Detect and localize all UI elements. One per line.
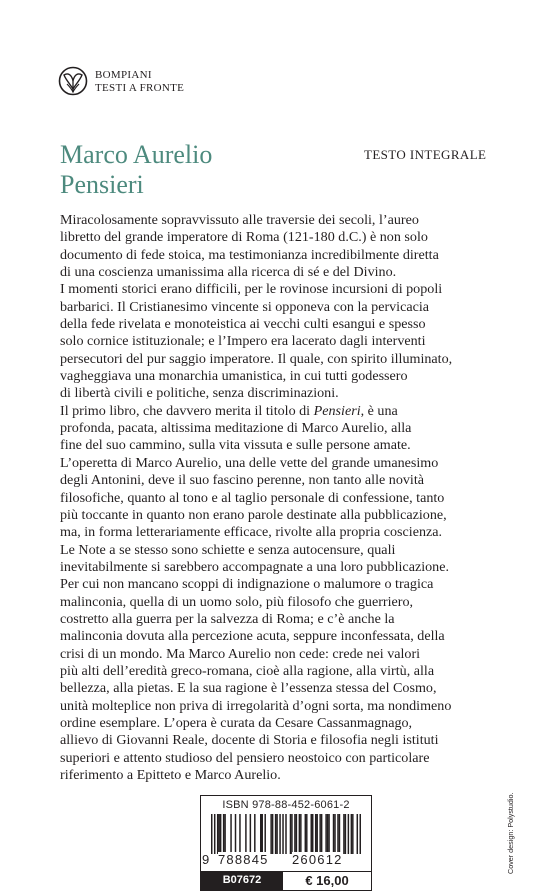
blurb-line xyxy=(60,611,532,628)
barcode-bar xyxy=(239,814,240,854)
blurb-line xyxy=(60,524,532,541)
blurb-line xyxy=(60,437,532,454)
barcode-bar xyxy=(264,814,265,854)
blurb-line xyxy=(60,351,532,368)
barcode-bar xyxy=(311,814,312,854)
blurb-line xyxy=(60,732,532,749)
blurb-run: libretto del grande imperatore di Roma (121-180 d.C.) è non solo xyxy=(60,229,428,246)
barcode-bar xyxy=(214,814,215,854)
barcode-bar xyxy=(276,814,277,854)
barcode-bar xyxy=(235,814,236,854)
blurb-line xyxy=(60,507,532,524)
barcode-bar xyxy=(270,814,271,854)
book-title: Pensieri xyxy=(60,170,144,199)
blurb-run: costretto alla guerra per la salvezza di Roma; e c’è anche la xyxy=(60,610,395,627)
ean-digit-first: 9 xyxy=(202,852,211,867)
blurb-line xyxy=(60,663,532,680)
barcode-bar xyxy=(357,814,358,854)
blurb-line xyxy=(60,299,532,316)
ean-digits-left: 788845 xyxy=(218,852,269,867)
blurb-line xyxy=(60,247,532,264)
barcode-bar xyxy=(223,814,224,854)
barcode-bar xyxy=(328,814,329,854)
barcode-bar xyxy=(348,814,349,854)
blurb-run: di una coscienza umanissima alla ricerca di sé e del Divino. xyxy=(60,264,397,281)
barcode-bar xyxy=(352,814,353,854)
blurb-run: , è una xyxy=(360,402,398,419)
barcode-bar xyxy=(279,814,280,854)
cover-design-credit: Cover design: Polystudio. xyxy=(506,792,515,874)
barcode-bar xyxy=(321,814,322,854)
barcode-bar xyxy=(275,814,276,854)
barcode-bar xyxy=(224,814,225,854)
barcode-bar xyxy=(290,814,291,854)
blurb-run: bellezza, alla pietas. E la sua ragione è l’essenza stessa del Cosmo, xyxy=(60,680,437,697)
barcode-bar xyxy=(260,814,261,854)
blurb-run: riferimento a Epitteto e Marco Aurelio. xyxy=(60,767,281,783)
book-author: Marco Aurelio xyxy=(60,140,213,169)
blurb-run: ma, in forma letterariamente efficace, rivolte alla propria coscienza. xyxy=(60,524,443,541)
blurb-line xyxy=(60,316,532,333)
barcode-bar xyxy=(296,814,297,854)
blurb-run: più toccante in quanto non erano parole destinate alla pubblicazione, xyxy=(60,506,447,523)
blurb-line xyxy=(60,264,532,281)
blurb-run: solo cornice istituzionale; e l’Impero era lacerato dagli interventi xyxy=(60,333,426,350)
blurb-run: vagheggiava una monarchia umanistica, in cui tutti godessero xyxy=(60,368,408,385)
blurb-run: degli Antonini, deve il suo fascino perenne, non tanto alle novità xyxy=(60,472,425,489)
barcode-bar xyxy=(306,814,307,854)
blurb-line xyxy=(60,403,532,420)
blurb-line xyxy=(60,212,532,229)
blurb-run: allievo di Giovanni Reale, docente di Storia e filosofia negli istituti xyxy=(60,732,439,749)
ean-digits xyxy=(202,852,370,868)
blurb-run: unità molteplice non priva di irregolarità d’ogni sorta, ma nondimeno xyxy=(60,697,452,714)
price: € 16,00 xyxy=(305,873,349,888)
blurb-line xyxy=(60,594,532,611)
blurb-line xyxy=(60,542,532,559)
barcode-bar xyxy=(327,814,328,854)
blurb-run: Per cui non mancano scoppi di indignazione o malumore o tragica xyxy=(60,576,434,593)
barcode-bar xyxy=(218,814,219,854)
barcode-bar xyxy=(291,814,292,854)
barcode-bar xyxy=(250,814,251,854)
blurb-line xyxy=(60,698,532,715)
barcode-bar xyxy=(312,814,313,854)
blurb-run: malinconia dovuta alla percezione acuta, seppure inconfessata, della xyxy=(60,628,445,645)
blurb-run: superiori e attento studioso del pensiero neostoico con particolare xyxy=(60,749,430,766)
blurb-run: barbarici. Il Cristianesimo vincente si opponeva con la pervicacia xyxy=(60,298,430,315)
blurb-run: profonda, pacata, altissima meditazione di Marco Aurelio, alla xyxy=(60,420,412,437)
barcode-bar xyxy=(343,814,344,854)
blurb-run: inevitabilmente si sarebbero accompagnate a una loro pubblicazione. xyxy=(60,558,449,575)
blurb-run: di libertà civili e politiche, senza discriminazioni. xyxy=(60,385,339,402)
blurb-line xyxy=(60,281,532,298)
barcode-bar xyxy=(220,814,221,854)
publisher-series-line2: TESTI A FRONTE xyxy=(95,81,185,94)
blurb-line xyxy=(60,229,532,246)
barcode-bar xyxy=(319,814,320,854)
blurb-line xyxy=(60,455,532,472)
edition-label: TESTO INTEGRALE xyxy=(364,147,487,162)
blurb-line xyxy=(60,420,532,437)
barcode-bar xyxy=(211,814,212,854)
barcode-bar xyxy=(245,814,246,854)
blurb-line xyxy=(60,680,532,697)
barcode-bar xyxy=(305,814,306,854)
blurb-run: Le Note a se stesso sono schiette e senza autocensure, quali xyxy=(60,541,396,558)
barcode-bar xyxy=(315,814,316,854)
product-code: B07672 xyxy=(201,872,283,890)
ean-digits-right: 260612 xyxy=(292,852,343,867)
blurb-run: documento di fede stoica, ma testimonianza incredibilmente diretta xyxy=(60,246,439,263)
barcode-bar xyxy=(217,814,218,854)
barcode-bar xyxy=(285,814,286,854)
barcode-bar xyxy=(230,814,231,854)
barcode-bar xyxy=(334,814,335,854)
blurb-run: Il primo libro, che davvero merita il titolo di xyxy=(60,402,314,419)
blurb-line xyxy=(60,767,532,784)
blurb-run: L’operetta di Marco Aurelio, una delle vette del grande umanesimo xyxy=(60,454,439,471)
blurb-line xyxy=(60,385,532,402)
blurb-line xyxy=(60,333,532,350)
blurb-line xyxy=(60,559,532,576)
blurb-line xyxy=(60,472,532,489)
barcode-bar xyxy=(316,814,317,854)
blurb-line xyxy=(60,715,532,732)
barcode-bar xyxy=(254,814,255,854)
blurb-run: I momenti storici erano difficili, per le rovinose incursioni di popoli xyxy=(60,281,443,298)
price-box xyxy=(200,871,372,891)
barcode-bar xyxy=(261,814,262,854)
bompiani-logo-icon xyxy=(58,66,88,96)
barcode-bar xyxy=(360,814,361,854)
publisher-name xyxy=(95,69,184,94)
barcode-bar xyxy=(337,814,338,854)
blurb-run: persecutori del pur saggio imperatore. Il quale, con spirito illuminato, xyxy=(60,350,453,367)
blurb-run: della fede rivelata e monoteistica ai vecchi culti esangui e spesso xyxy=(60,316,426,333)
isbn-number: ISBN 978-88-452-6061-2 xyxy=(222,799,350,811)
blurb-line xyxy=(60,368,532,385)
barcode-bar xyxy=(272,814,273,854)
blurb-text xyxy=(60,212,532,784)
blurb-line xyxy=(60,750,532,767)
blurb-line xyxy=(60,490,532,507)
barcode-bar xyxy=(282,814,283,854)
blurb-line xyxy=(60,628,532,645)
barcode-bars xyxy=(211,814,361,854)
barcode-bar xyxy=(345,814,346,854)
blurb-run: crisi di un mondo. Ma Marco Aurelio non cede: crede nei valori xyxy=(60,645,421,662)
blurb-run: malinconia, quella di un uomo solo, più filosofo che guerriero, xyxy=(60,593,414,610)
blurb-run: Miracolosamente sopravvissuto alle traversie dei secoli, l’aureo xyxy=(60,212,419,228)
barcode-bar xyxy=(339,814,340,854)
blurb-line xyxy=(60,576,532,593)
blurb-italic-run: Pensieri xyxy=(313,402,361,419)
blurb-line xyxy=(60,646,532,663)
blurb-run: ordine esemplare. L’opera è curata da Cesare Cassanmagnago, xyxy=(60,714,413,731)
barcode-bar xyxy=(294,814,295,854)
blurb-run: fine del suo cammino, sulla vita vissuta e sulle persone amate. xyxy=(60,437,411,454)
publisher-name-line1: BOMPIANI xyxy=(95,69,152,81)
blurb-run: più alti dell’eredità greco-romana, cioè alla ragione, alla virtù, alla xyxy=(60,662,435,679)
barcode-bar xyxy=(300,814,301,854)
barcode-bar xyxy=(351,814,352,854)
barcode-box xyxy=(200,795,372,872)
blurb-run: filosofiche, quanto al tono e al taglio personale di confessione, tanto xyxy=(60,489,445,506)
barcode-bar xyxy=(299,814,300,854)
barcode-bar xyxy=(333,814,334,854)
barcode-bar xyxy=(325,814,326,854)
